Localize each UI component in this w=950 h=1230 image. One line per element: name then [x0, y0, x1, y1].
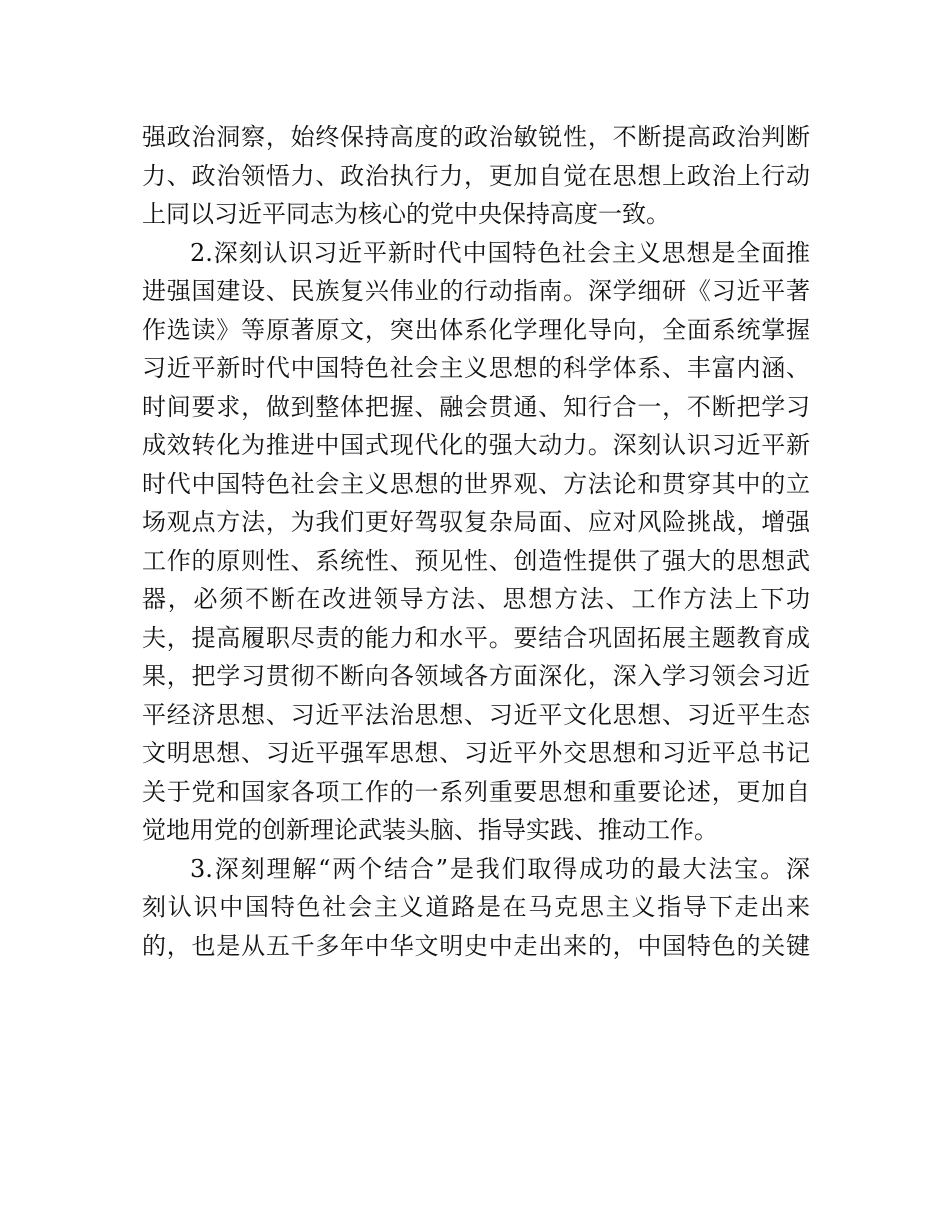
text-line: 关于党和国家各项工作的一系列重要思想和重要论述，更加自 [142, 777, 810, 806]
text-line: 3.深刻理解“两个结合”是我们取得成功的最大法宝。深 [190, 854, 810, 883]
text-line: 果，把学习贯彻不断向各领域各方面深化，深入学习领会习近 [142, 662, 810, 690]
text-line: 场观点方法，为我们更好驾驭复杂局面、应对风险挑战，增强 [142, 508, 810, 536]
text-line: 上同以习近平同志为核心的党中央保持高度一致。 [142, 200, 670, 228]
text-line: 强政治洞察，始终保持高度的政治敏锐性，不断提高政治判断 [142, 123, 810, 151]
text-line: 习近平新时代中国特色社会主义思想的科学体系、丰富内涵、 [142, 354, 810, 382]
text-line: 时代中国特色社会主义思想的世界观、方法论和贯穿其中的立 [142, 469, 810, 498]
text-line: 器，必须不断在改进领导方法、思想方法、工作方法上下功 [142, 585, 810, 613]
text-line: 进强国建设、民族复兴伟业的行动指南。深学细研《习近平著 [142, 277, 810, 305]
text-line: 时间要求，做到整体把握、融会贯通、知行合一，不断把学习 [142, 392, 810, 421]
text-line: 作选读》等原著原文，突出体系化学理化导向，全面系统掌握 [142, 315, 810, 344]
text-line: 工作的原则性、系统性、预见性、创造性提供了强大的思想武 [142, 546, 810, 575]
text-line: 2.深刻认识习近平新时代中国特色社会主义思想是全面推 [190, 238, 810, 267]
text-line: 力、政治领悟力、政治执行力，更加自觉在思想上政治上行动 [142, 161, 810, 190]
text-line: 成效转化为推进中国式现代化的强大动力。深刻认识习近平新 [142, 431, 810, 459]
paragraph-item-2 [142, 234, 810, 850]
text-line: 刻认识中国特色社会主义道路是在马克思主义指导下走出来 [142, 893, 810, 921]
text-line: 夫，提高履职尽责的能力和水平。要结合巩固拓展主题教育成 [142, 623, 810, 652]
text-line: 文明思想、习近平强军思想、习近平外交思想和习近平总书记 [142, 739, 810, 767]
text-line: 的，也是从五千多年中华文明史中走出来的，中国特色的关键 [142, 931, 810, 960]
paragraph-item-3 [142, 850, 810, 966]
document-body [142, 118, 810, 965]
text-line: 觉地用党的创新理论武装头脑、指导实践、推动工作。 [142, 816, 718, 844]
text-line: 平经济思想、习近平法治思想、习近平文化思想、习近平生态 [142, 700, 810, 729]
paragraph-continuation [142, 118, 810, 234]
